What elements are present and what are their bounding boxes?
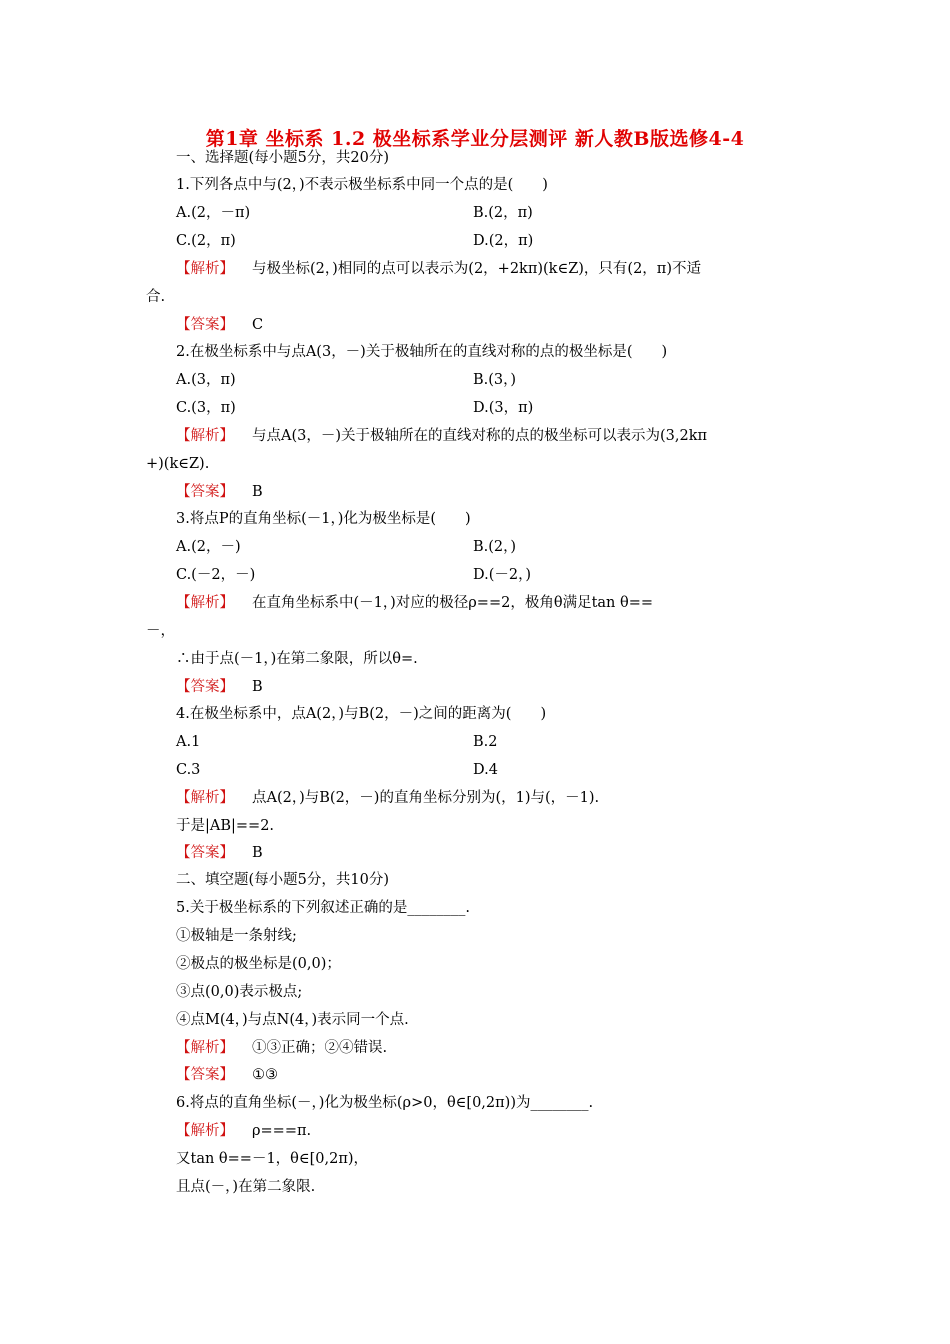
question-5-stem: 5.关于极坐标系的下列叙述正确的是________. — [176, 900, 470, 916]
question-5-analysis — [176, 1038, 387, 1058]
question-3-option-b: B.(2，) — [473, 539, 517, 555]
question-3-analysis-cont: －， — [146, 623, 175, 639]
answer-text: C — [252, 317, 264, 333]
page-title: 第1章 坐标系 1.2 极坐标系学业分层测评 新人教B版选修4-4 — [205, 128, 745, 150]
analysis-tag: 【解析】 — [176, 428, 234, 444]
question-1-option-a: A.(2，－π) — [176, 205, 251, 221]
question-5-statement-4: ④点M(4，)与点N(4，)表示同一个点. — [176, 1012, 409, 1028]
question-5-statement-1: ①极轴是一条射线; — [176, 928, 297, 944]
question-2-option-d: D.(3，π) — [473, 400, 534, 416]
question-1-stem: 1.下列各点中与(2，)不表示极坐标系中同一个点的是( ) — [176, 177, 548, 193]
question-6-stem: 6.将点的直角坐标(－，)化为极坐标(ρ>0，θ∈[0,2π))为________. — [176, 1095, 594, 1111]
analysis-text: 与点A(3，－)关于极轴所在的直线对称的点的极坐标可以表示为(3,2kπ — [252, 428, 708, 444]
question-6-analysis — [176, 1121, 311, 1141]
question-2-stem: 2.在极坐标系中与点A(3，－)关于极轴所在的直线对称的点的极坐标是( ) — [176, 344, 668, 360]
analysis-text: ①③正确；②④错误. — [252, 1040, 388, 1056]
question-6-analysis-line3: 且点(－，)在第二象限. — [176, 1179, 316, 1195]
question-3-stem: 3.将点P的直角坐标(－1，)化为极坐标是( ) — [176, 511, 471, 527]
question-4-answer — [176, 843, 263, 863]
analysis-text: 在直角坐标系中(－1，)对应的极径ρ==2，极角θ满足tan θ== — [252, 595, 654, 611]
question-3-option-a: A.(2，－) — [176, 539, 241, 555]
question-3-analysis-line3: ∴由于点(－1，)在第二象限，所以θ=. — [176, 651, 418, 667]
question-4-option-a: A.1 — [176, 734, 201, 750]
analysis-tag: 【解析】 — [176, 790, 234, 806]
analysis-tag: 【解析】 — [176, 1123, 234, 1139]
question-4-analysis-cont: 于是|AB|==2. — [176, 818, 275, 834]
question-2-analysis — [176, 426, 707, 446]
analysis-text: 与极坐标(2，)相同的点可以表示为(2，+2kπ)(k∈Z)，只有(2，π)不适 — [252, 261, 701, 277]
question-3-answer — [176, 677, 263, 697]
analysis-tag: 【解析】 — [176, 595, 234, 611]
question-1-option-c: C.(2，π) — [176, 233, 236, 249]
answer-tag: 【答案】 — [176, 317, 234, 333]
question-5-answer — [176, 1065, 278, 1085]
answer-text: B — [252, 484, 263, 500]
question-4-option-b: B.2 — [473, 734, 498, 750]
answer-tag: 【答案】 — [176, 1067, 234, 1083]
question-1-option-d: D.(2，π) — [473, 233, 534, 249]
question-3-analysis — [176, 593, 653, 613]
question-5-statement-2: ②极点的极坐标是(0,0)； — [176, 956, 341, 972]
answer-tag: 【答案】 — [176, 845, 234, 861]
question-3-option-d: D.(－2，) — [473, 567, 532, 583]
answer-text: B — [252, 845, 263, 861]
question-2-option-b: B.(3，) — [473, 372, 517, 388]
question-2-analysis-cont: +)(k∈Z). — [146, 456, 210, 472]
question-1-analysis-cont: 合. — [146, 289, 166, 305]
question-4-stem: 4.在极坐标系中，点A(2，)与B(2，－)之间的距离为( ) — [176, 706, 547, 722]
question-1-analysis — [176, 259, 701, 279]
question-4-analysis — [176, 788, 599, 808]
question-1-option-b: B.(2，π) — [473, 205, 533, 221]
question-6-analysis-line2: 又tan θ==－1，θ∈[0,2π)， — [176, 1151, 369, 1167]
analysis-text: ρ===π. — [252, 1123, 312, 1139]
question-4-option-c: C.3 — [176, 762, 201, 778]
question-4-option-d: D.4 — [473, 762, 498, 778]
question-5-statement-3: ③点(0,0)表示极点; — [176, 984, 303, 1000]
question-2-option-c: C.(3，π) — [176, 400, 236, 416]
analysis-tag: 【解析】 — [176, 1040, 234, 1056]
section-heading-choice: 一、选择题(每小题5分，共20分) — [176, 150, 389, 166]
answer-text: ①③ — [252, 1067, 278, 1083]
question-2-option-a: A.(3，π) — [176, 372, 236, 388]
question-1-answer — [176, 315, 263, 335]
answer-text: B — [252, 679, 263, 695]
question-3-option-c: C.(－2，－) — [176, 567, 256, 583]
answer-tag: 【答案】 — [176, 484, 234, 500]
question-2-answer — [176, 482, 263, 502]
analysis-text: 点A(2，)与B(2，－)的直角坐标分别为(，1)与(，－1). — [252, 790, 600, 806]
analysis-tag: 【解析】 — [176, 261, 234, 277]
section-heading-fill: 二、填空题(每小题5分，共10分) — [176, 872, 389, 888]
answer-tag: 【答案】 — [176, 679, 234, 695]
